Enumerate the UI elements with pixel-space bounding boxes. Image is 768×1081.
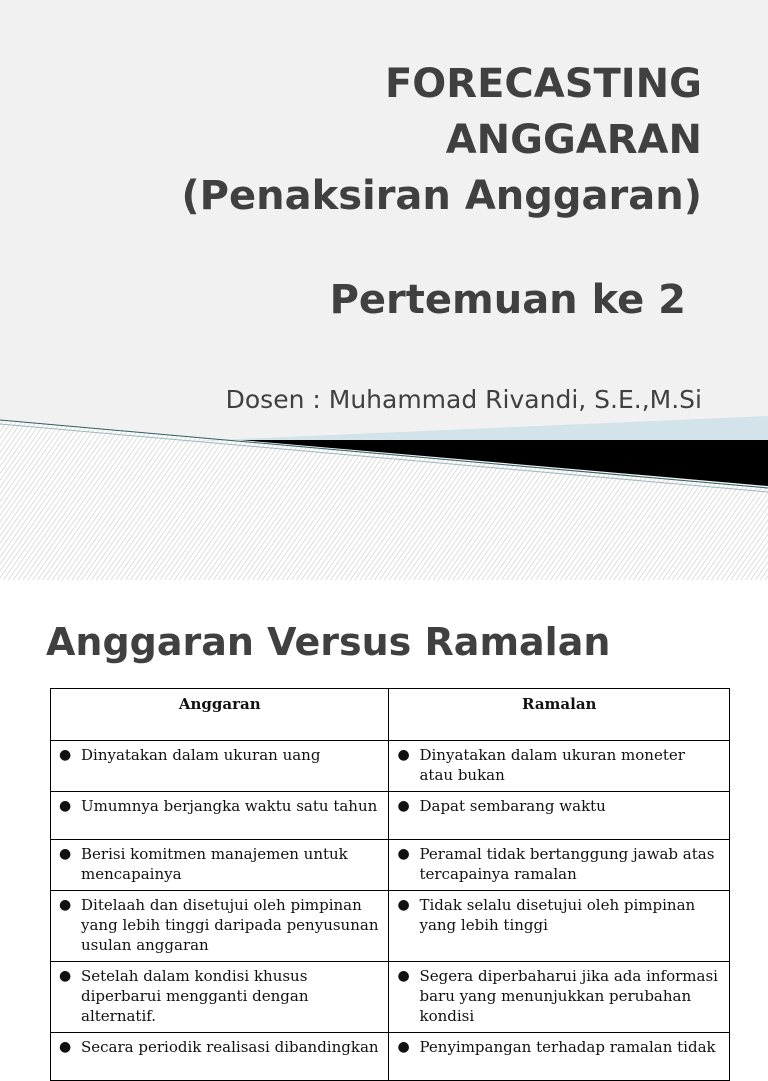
cell-text: Dapat sembarang waktu (419, 797, 606, 815)
cell-text: Setelah dalam kondisi khusus diperbarui mengganti dengan alternatif. (81, 967, 309, 1025)
header-anggaran: Anggaran (51, 689, 389, 741)
cell-text: Dinyatakan dalam ukuran uang (81, 746, 321, 764)
table-cell (389, 1033, 730, 1081)
table-row (51, 792, 730, 840)
title-line-3: (Penaksiran Anggaran) (181, 173, 702, 219)
cell-text: Segera diperbaharui jika ada informasi baru yang menunjukkan perubahan kondisi (419, 967, 718, 1025)
cell-text: Berisi komitmen manajemen untuk mencapainya (81, 845, 348, 883)
table-row (51, 1033, 730, 1081)
bullet-icon: ● (397, 747, 410, 763)
cell-text: Peramal tidak bertanggung jawab atas tercapainya ramalan (419, 845, 715, 883)
table-cell (51, 1033, 389, 1081)
table-cell (51, 962, 389, 1033)
table-cell (51, 741, 389, 792)
cell-text: Ditelaah dan disetujui oleh pimpinan yang lebih tinggi daripada penyusunan usulan anggaran (81, 896, 379, 954)
bullet-icon: ● (59, 968, 72, 984)
bullet-icon: ● (397, 846, 410, 862)
comparison-title: Anggaran Versus Ramalan (46, 620, 611, 664)
cell-text: Penyimpangan terhadap ramalan tidak (419, 1038, 716, 1056)
table-cell (389, 741, 730, 792)
table-cell (51, 792, 389, 840)
table-row (51, 962, 730, 1033)
bullet-icon: ● (397, 1039, 410, 1055)
light-band (170, 416, 768, 442)
table-cell (389, 840, 730, 891)
bullet-icon: ● (397, 897, 410, 913)
slide-subtitle: Pertemuan ke 2 (329, 277, 686, 323)
bullet-icon: ● (397, 968, 410, 984)
table-row (51, 840, 730, 891)
table-cell (51, 840, 389, 891)
lecturer-line: Dosen : Muhammad Rivandi, S.E.,M.Si (225, 385, 702, 414)
cell-text: Tidak selalu disetujui oleh pimpinan yang lebih tinggi (419, 896, 696, 934)
table-cell (389, 891, 730, 962)
header-ramalan: Ramalan (389, 689, 730, 741)
cell-text: Dinyatakan dalam ukuran moneter atau bukan (419, 746, 685, 784)
bullet-icon: ● (59, 846, 72, 862)
cell-text: Secara periodik realisasi dibandingkan (81, 1038, 379, 1056)
table-cell (389, 792, 730, 840)
title-line-2: ANGGARAN (445, 117, 702, 163)
table-cell (389, 962, 730, 1033)
bullet-icon: ● (59, 747, 72, 763)
bullet-icon: ● (59, 798, 72, 814)
cell-text: Umumnya berjangka waktu satu tahun (81, 797, 378, 815)
bullet-icon: ● (397, 798, 410, 814)
bullet-icon: ● (59, 1039, 72, 1055)
table-cell (51, 891, 389, 962)
decorative-band (0, 410, 768, 580)
table-row (51, 891, 730, 962)
title-line-1: FORECASTING (384, 61, 702, 107)
table-row (51, 741, 730, 792)
comparison-table (50, 688, 730, 1081)
table-header-row (51, 689, 730, 741)
slide-title (181, 56, 702, 224)
bullet-icon: ● (59, 897, 72, 913)
comparison-slide (0, 580, 768, 1056)
